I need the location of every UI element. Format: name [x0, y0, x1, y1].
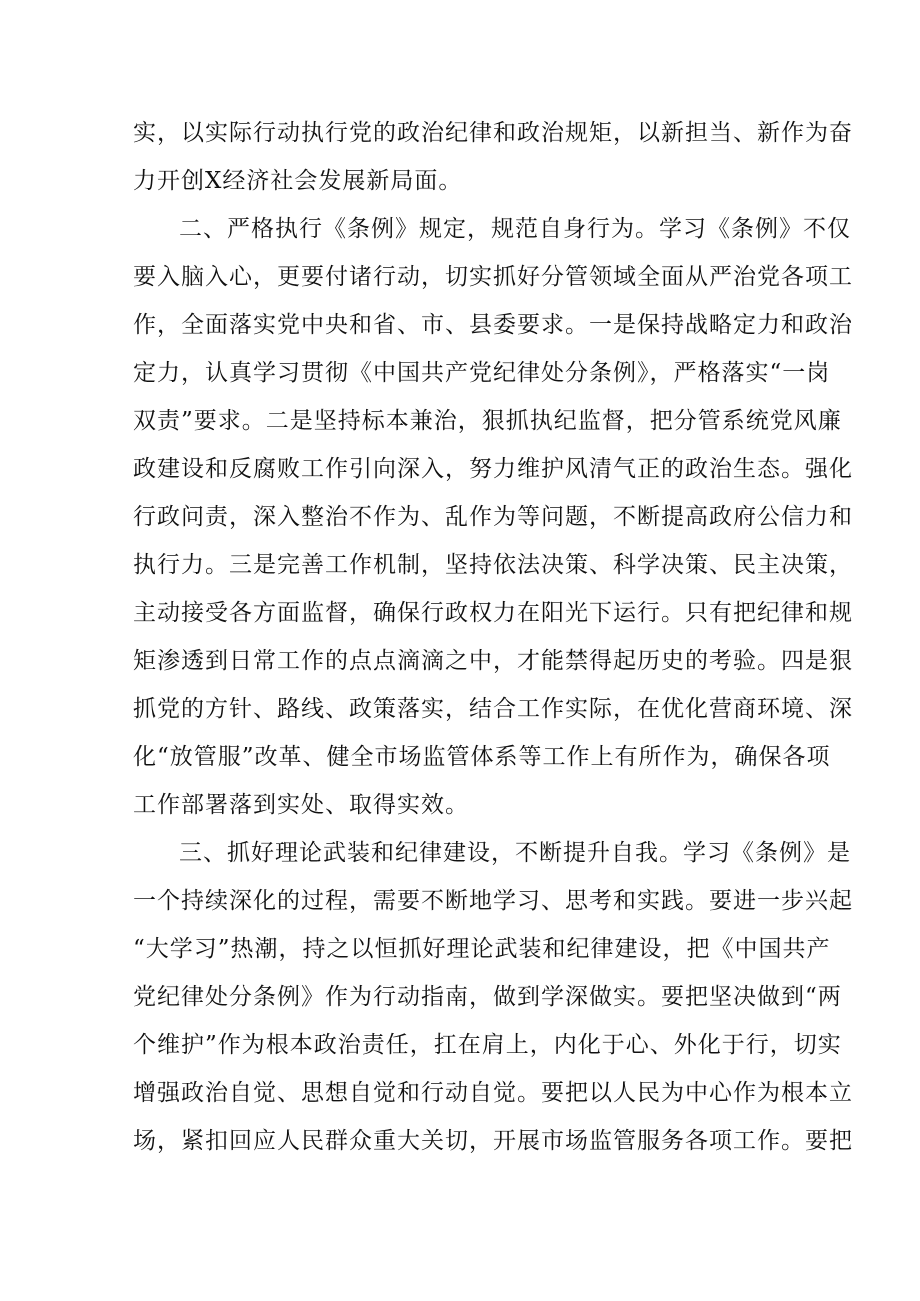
text-line: 定力，认真学习贯彻《中国共产党纪律处分条例》，严格落实“一岗 — [133, 360, 831, 386]
text-line: 政建设和反腐败工作引向深入，努力维护风清气正的政治生态。强化 — [133, 456, 853, 482]
text-line: 执行力。三是完善工作机制，坚持依法决策、科学决策、民主决策， — [133, 552, 853, 578]
text-line: 力开创X经济社会发展新局面。 — [133, 168, 463, 194]
text-line: 个维护”作为根本政治责任，扛在肩上，内化于心、外化于行，切实 — [133, 1032, 842, 1058]
text-line: 要入脑入心，更要付诸行动，切实抓好分管领域全面从严治党各项工 — [133, 264, 853, 290]
text-line: 二、严格执行《条例》规定，规范自身行为。学习《条例》不仅 — [179, 216, 851, 242]
text-line: 矩渗透到日常工作的点点滴滴之中，才能禁得起历史的考验。四是狠 — [133, 648, 853, 674]
text-line: 工作部署落到实处、取得实效。 — [133, 792, 469, 818]
text-line: 一个持续深化的过程，需要不断地学习、思考和实践。要进一步兴起 — [133, 888, 853, 914]
text-line: 双责”要求。二是坚持标本兼治，狠抓执纪监督，把分管系统党风廉 — [133, 408, 842, 434]
text-line: 化“放管服”改革、健全市场监管体系等工作上有所作为，确保各项 — [133, 744, 831, 770]
text-line: 作，全面落实党中央和省、市、县委要求。一是保持战略定力和政治 — [133, 312, 853, 338]
text-line: 抓党的方针、路线、政策落实，结合工作实际，在优化营商环境、深 — [133, 696, 853, 722]
text-line: “大学习”热潮，持之以恒抓好理论武装和纪律建设，把《中国共产 — [133, 936, 831, 962]
text-line: 增强政治自觉、思想自觉和行动自觉。要把以人民为中心作为根本立 — [133, 1080, 853, 1106]
text-line: 主动接受各方面监督，确保行政权力在阳光下运行。只有把纪律和规 — [133, 600, 853, 626]
text-line: 实，以实际行动执行党的政治纪律和政治规矩，以新担当、新作为奋 — [133, 120, 853, 146]
text-line: 党纪律处分条例》作为行动指南，做到学深做实。要把坚决做到“两 — [133, 984, 842, 1010]
text-line: 场，紧扣回应人民群众重大关切，开展市场监管服务各项工作。要把 — [133, 1128, 853, 1154]
text-line: 行政问责，深入整治不作为、乱作为等问题，不断提高政府公信力和 — [133, 504, 853, 530]
text-line: 三、抓好理论武装和纪律建设，不断提升自我。学习《条例》是 — [179, 840, 851, 866]
